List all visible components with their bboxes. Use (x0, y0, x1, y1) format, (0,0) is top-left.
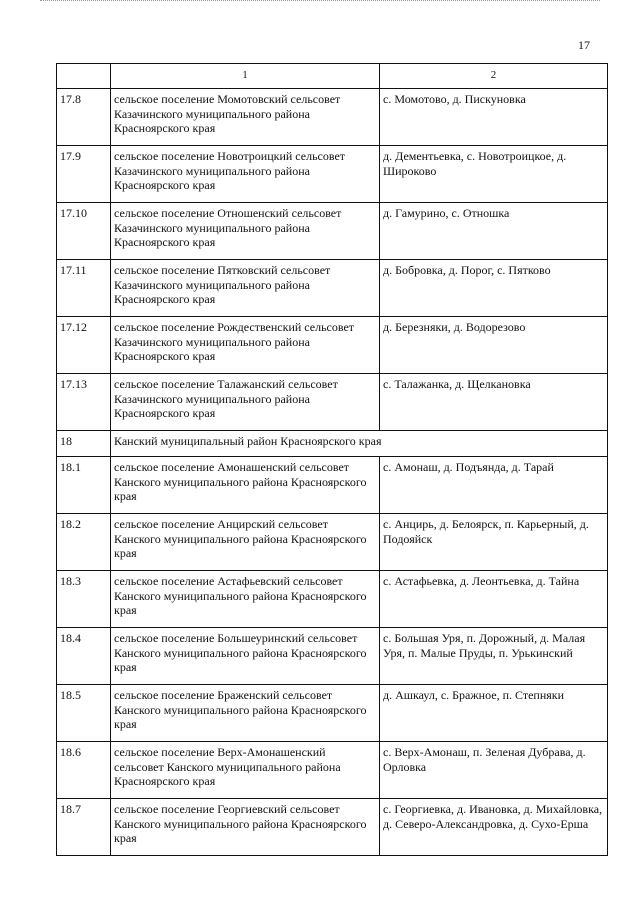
table-row (57, 89, 608, 146)
settlements-cell: д. Гамурино, с. Отношка (380, 203, 608, 260)
municipality-cell: сельское поселение Отношенский сельсовет Казачинского муниципального района Красноярского края (111, 203, 380, 260)
settlements-cell: д. Бобровка, д. Порог, с. Пятково (380, 260, 608, 317)
settlements-cell: д. Березняки, д. Водорезово (380, 317, 608, 374)
settlements-cell: с. Астафьевка, д. Леонтьевка, д. Тайна (380, 571, 608, 628)
municipality-cell: сельское поселение Пятковский сельсовет Казачинского муниципального района Красноярского края (111, 260, 380, 317)
district-name: Канский муниципальный район Красноярского края (111, 431, 608, 457)
row-number: 18.3 (57, 571, 111, 628)
municipality-cell: сельское поселение Рождественский сельсовет Казачинского муниципального района Красноярского края (111, 317, 380, 374)
settlements-cell: д. Дементьевка, с. Новотроицкое, д. Широково (380, 146, 608, 203)
row-number: 18.6 (57, 742, 111, 799)
municipality-cell: сельское поселение Браженский сельсовет Канского муниципального района Красноярского края (111, 685, 380, 742)
settlements-cell: с. Талажанка, д. Щелкановка (380, 374, 608, 431)
settlements-table (56, 63, 608, 856)
settlements-cell: с. Верх-Амонаш, п. Зеленая Дубрава, д. Орловка (380, 742, 608, 799)
table-row (57, 571, 608, 628)
row-number: 17.9 (57, 146, 111, 203)
settlements-cell: д. Ашкаул, с. Бражное, п. Степняки (380, 685, 608, 742)
row-number: 17.12 (57, 317, 111, 374)
row-number: 17.10 (57, 203, 111, 260)
settlements-cell: с. Анцирь, д. Белоярск, п. Карьерный, д. Подояйск (380, 514, 608, 571)
table-row (57, 628, 608, 685)
header-cell-number (57, 64, 111, 89)
municipality-cell: сельское поселение Амонашенский сельсовет Канского муниципального района Красноярского края (111, 457, 380, 514)
row-number: 18.4 (57, 628, 111, 685)
row-number: 18 (57, 431, 111, 457)
municipality-cell: сельское поселение Астафьевский сельсовет Канского муниципального района Красноярского края (111, 571, 380, 628)
header-cell-settlements: 2 (380, 64, 608, 89)
table-header-row (57, 64, 608, 89)
header-cell-municipality: 1 (111, 64, 380, 89)
municipality-cell: сельское поселение Верх-Амонашенский сельсовет Канского муниципального района Красноярского края (111, 742, 380, 799)
row-number: 18.2 (57, 514, 111, 571)
municipality-cell: сельское поселение Талажанский сельсовет Казачинского муниципального района Красноярского края (111, 374, 380, 431)
settlements-cell: с. Момотово, д. Пискуновка (380, 89, 608, 146)
table-row (57, 799, 608, 856)
row-number: 18.7 (57, 799, 111, 856)
settlements-cell: с. Большая Уря, п. Дорожный, д. Малая Уря, п. Малые Пруды, п. Урькинский (380, 628, 608, 685)
row-number: 17.11 (57, 260, 111, 317)
municipality-cell: сельское поселение Момотовский сельсовет Казачинского муниципального района Красноярского края (111, 89, 380, 146)
row-number: 18.5 (57, 685, 111, 742)
municipality-cell: сельское поселение Георгиевский сельсовет Канского муниципального района Красноярского края (111, 799, 380, 856)
table-row (57, 742, 608, 799)
row-number: 17.13 (57, 374, 111, 431)
table-row (57, 146, 608, 203)
page-top-edge (40, 0, 600, 5)
table-row (57, 457, 608, 514)
table-row (57, 374, 608, 431)
row-number: 17.8 (57, 89, 111, 146)
settlements-cell: с. Амонаш, д. Подъянда, д. Тарай (380, 457, 608, 514)
table-row (57, 317, 608, 374)
district-row (57, 431, 608, 457)
settlements-cell: с. Георгиевка, д. Ивановка, д. Михайловка, д. Северо-Александровка, д. Сухо-Ерша (380, 799, 608, 856)
page-number: 17 (578, 38, 590, 52)
table-row (57, 685, 608, 742)
table-row (57, 203, 608, 260)
municipality-cell: сельское поселение Анцирский сельсовет Канского муниципального района Красноярского края (111, 514, 380, 571)
table-row (57, 260, 608, 317)
municipality-cell: сельское поселение Новотроицкий сельсовет Казачинского муниципального района Красноярского края (111, 146, 380, 203)
municipality-cell: сельское поселение Большеуринский сельсовет Канского муниципального района Красноярского края (111, 628, 380, 685)
table-row (57, 514, 608, 571)
row-number: 18.1 (57, 457, 111, 514)
